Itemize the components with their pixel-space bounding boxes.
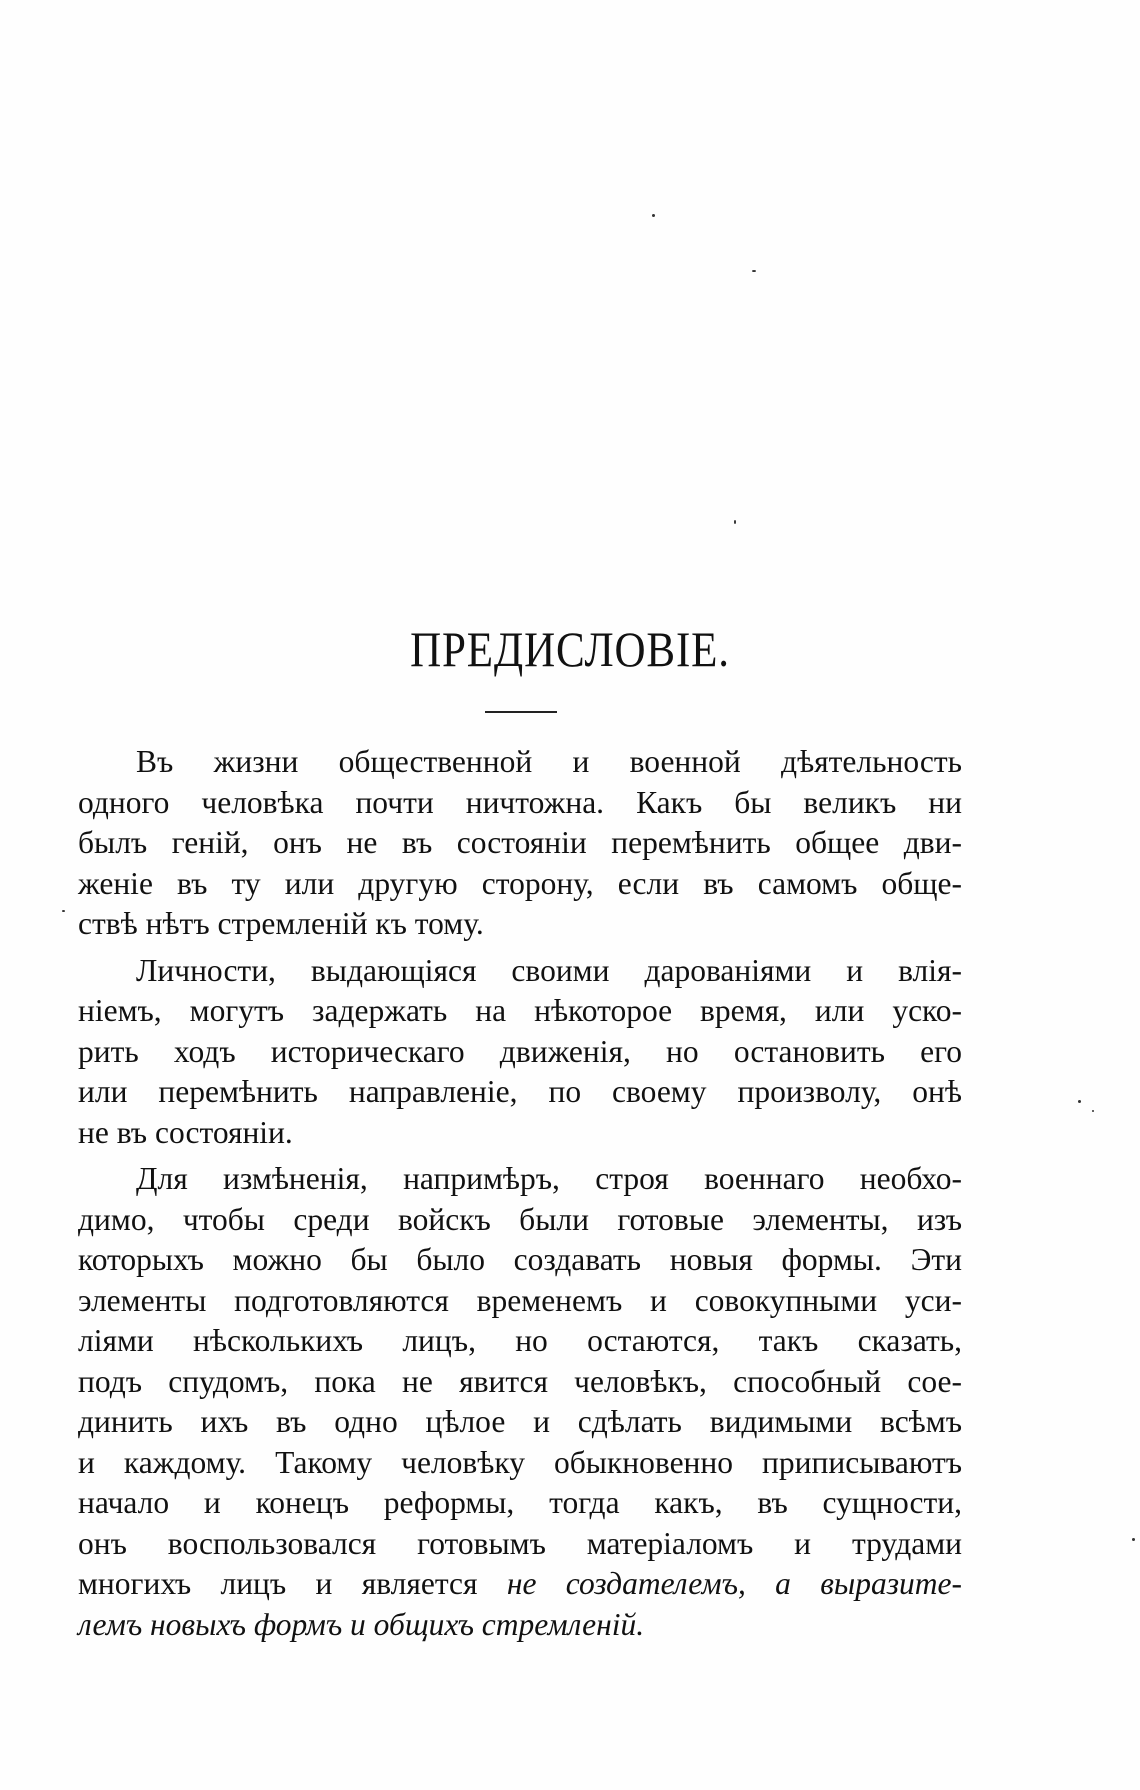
plain-text: многихъ лицъ и является <box>78 1566 507 1601</box>
text-line-mixed <box>78 1564 962 1605</box>
text-line: былъ геній, онъ не въ состояніи перемѣнить общее дви- <box>78 825 962 860</box>
text-line: ствѣ нѣтъ стремленій къ тому. <box>78 906 484 941</box>
text-line-italic: лемъ новыхъ формъ и общихъ стремленій. <box>78 1606 645 1642</box>
text-line: подъ спудомъ, пока не явится человѣкъ, способный сое- <box>78 1363 962 1399</box>
text-line: динить ихъ въ одно цѣлое и сдѣлать видимыми всѣмъ <box>78 1404 962 1439</box>
title-rule <box>485 711 557 713</box>
scan-speck <box>1132 1538 1135 1541</box>
scan-speck <box>62 910 65 912</box>
italic-emphasis: не создателемъ, а выразите- <box>506 1566 962 1601</box>
text-line: ліями нѣсколькихъ лицъ, но остаются, такъ сказать, <box>78 1323 962 1358</box>
text-line: Въ жизни общественной и военной дѣятельность <box>136 744 962 779</box>
text-line: не въ состояніи. <box>78 1114 293 1150</box>
preface-text <box>78 742 962 1645</box>
text-line: женіе въ ту или другую сторону, если въ самомъ обще- <box>78 865 962 901</box>
paragraph-3 <box>78 1159 962 1645</box>
page-title: ПРЕДИСЛОВІЕ. <box>410 621 730 677</box>
scan-speck <box>652 214 655 217</box>
text-line: онъ воспользовался готовымъ матеріаломъ и трудами <box>78 1525 962 1561</box>
scan-speck <box>1078 1100 1081 1103</box>
text-line: рить ходъ историческаго движенія, но остановить его <box>78 1033 962 1069</box>
scan-speck <box>752 270 756 272</box>
text-line: которыхъ можно бы было создавать новыя формы. Эти <box>78 1242 962 1277</box>
text-line: Для измѣненія, напримѣръ, строя военнаго необхо- <box>136 1161 962 1196</box>
text-line: ніемъ, могутъ задержать на нѣкоторое время, или уско- <box>78 993 962 1028</box>
text-line: элементы подготовляются временемъ и совокупными уси- <box>78 1282 962 1318</box>
scan-speck <box>734 520 736 524</box>
paragraph-2 <box>78 951 962 1154</box>
text-line: и каждому. Такому человѣку обыкновенно приписываютъ <box>78 1444 962 1480</box>
text-line: Личности, выдающіяся своими дарованіями и влія- <box>136 952 962 988</box>
paragraph-1 <box>78 742 962 945</box>
text-line: начало и конецъ реформы, тогда какъ, въ сущности, <box>78 1485 962 1520</box>
text-line: димо, чтобы среди войскъ были готовые элементы, изъ <box>78 1201 962 1237</box>
text-line: или перемѣнить направленіе, по своему произволу, онѣ <box>78 1074 962 1109</box>
text-line: одного человѣка почти ничтожна. Какъ бы великъ ни <box>78 784 962 820</box>
scan-speck <box>1092 1110 1094 1112</box>
